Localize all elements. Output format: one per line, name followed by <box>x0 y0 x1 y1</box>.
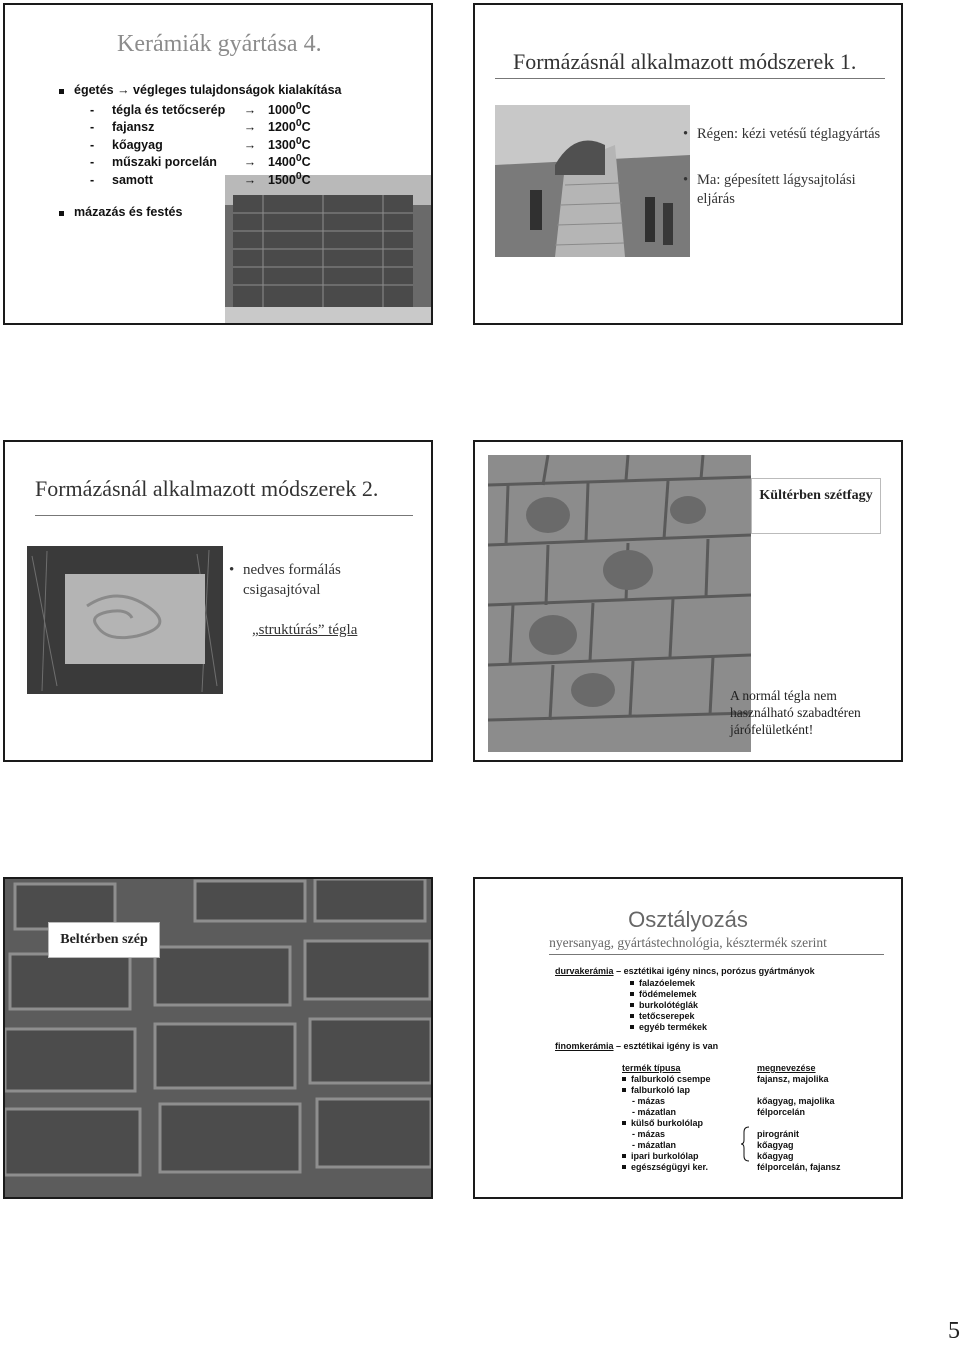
arrow-icon: → <box>243 172 257 187</box>
page-number: 5 <box>948 1318 960 1344</box>
table-cell: kőagyag <box>757 1140 794 1150</box>
list-item <box>55 118 355 136</box>
table-cell: falburkoló lap <box>622 1085 690 1095</box>
list-text: égetés → végleges tulajdonságok kialakítása <box>74 83 342 97</box>
table-cell: egészségügyi ker. <box>622 1162 708 1172</box>
outdoor-label: Kültérben szétfagy <box>751 478 881 534</box>
outdoor-note: A normál tégla nem használható szabadtéren járófelületként! <box>730 688 861 737</box>
slide-title: Osztályozás <box>628 907 748 932</box>
square-bullet-icon <box>59 89 64 94</box>
item-name: műszaki porcelán <box>112 155 217 170</box>
list-item: födémelemek <box>630 989 697 999</box>
table-cell: félporcelán, fajansz <box>757 1162 841 1172</box>
slide-formazas-2 <box>3 440 433 762</box>
historic-brickyard-photo <box>495 105 690 257</box>
table-cell: falburkoló csempe <box>622 1074 711 1084</box>
item-temp: 1400$^0$C <box>268 153 311 170</box>
list-bullet-row <box>55 83 355 101</box>
bullet-item: • nedves formálás csigasajtóval <box>243 560 403 600</box>
item-name: tégla és tetőcserép <box>112 102 226 117</box>
table-cell: ipari burkolólap <box>622 1151 699 1161</box>
table-cell: - mázas <box>632 1129 666 1139</box>
slide-formazas-1 <box>473 3 903 325</box>
list-item: egyéb termékek <box>630 1022 707 1032</box>
structured-brick-photo <box>27 546 223 694</box>
list-item <box>55 153 355 171</box>
arrow-icon: → <box>243 120 257 135</box>
arrow-icon: → <box>243 102 257 117</box>
column-header: termék típusa <box>622 1063 681 1073</box>
item-name: samott <box>112 172 153 187</box>
dash: - <box>90 120 95 135</box>
slide-subtitle: nyersanyag, gyártástechnológia, késztermék szerint <box>549 935 827 950</box>
arrow-icon: → <box>243 155 257 170</box>
table-cell: - mázatlan <box>632 1140 677 1150</box>
item-name: kőagyag <box>112 137 163 152</box>
title-divider <box>495 78 885 79</box>
list-item: tetőcserepek <box>630 1011 695 1021</box>
list-item <box>55 101 355 119</box>
table-cell: - mázatlan <box>632 1107 677 1117</box>
frost-damaged-paving-photo <box>488 455 751 752</box>
arrow-icon: → <box>243 137 257 152</box>
bullet-item: • Ma: gépesített lágysajtolási eljárás <box>697 171 887 209</box>
dash: - <box>90 137 95 152</box>
slide-belter <box>3 877 433 1199</box>
slide-title: Formázásnál alkalmazott módszerek 2. <box>35 476 379 501</box>
table-cell: pirogránit <box>757 1129 799 1139</box>
column-header: megnevezése <box>757 1063 816 1073</box>
table-cell: kőagyag <box>757 1151 794 1161</box>
structured-brick-caption: „struktúrás” tégla <box>252 622 358 638</box>
item-name: fajansz <box>112 120 155 135</box>
square-bullet-icon <box>59 211 64 216</box>
table-cell: külső burkolólap <box>622 1118 703 1128</box>
item-temp: 1200$^0$C <box>268 118 311 135</box>
slide-kulter <box>473 440 903 762</box>
item-temp: 1300$^0$C <box>268 135 311 152</box>
fine-ceramics-line: finomkerámia – esztétikai igény is van <box>555 1041 719 1051</box>
dash: - <box>90 102 95 117</box>
item-temp: 1500$^0$C <box>268 170 311 187</box>
firing-temperature-list <box>55 83 355 223</box>
list-item <box>55 171 355 189</box>
slide-title: Formázásnál alkalmazott módszerek 1. <box>513 49 857 74</box>
table-cell: kőagyag, majolika <box>757 1096 835 1106</box>
slide-kerámiák-gyártása <box>3 3 433 325</box>
slide-title: Kerámiák gyártása 4. <box>117 31 322 57</box>
title-divider <box>35 515 413 516</box>
coarse-ceramics-line: durvakerámia – esztétikai igény nincs, porózus gyártmányok <box>555 966 815 976</box>
table-cell: - mázas <box>632 1096 666 1106</box>
dash: - <box>90 155 95 170</box>
curly-brace-icon <box>741 1126 751 1162</box>
item-temp: 1000$^0$C <box>268 100 311 117</box>
title-divider <box>549 954 884 955</box>
dash: - <box>90 172 95 187</box>
table-cell: fajansz, majolika <box>757 1074 829 1084</box>
indoor-label: Beltérben szép <box>48 922 160 958</box>
list-item <box>55 136 355 154</box>
table-cell: félporcelán <box>757 1107 806 1117</box>
list-text: mázazás és festés <box>74 205 183 219</box>
list-item: burkolótéglák <box>630 1000 698 1010</box>
slide-osztalyozas <box>473 877 903 1199</box>
list-bullet-row <box>55 205 355 223</box>
list-item: falazóelemek <box>630 978 695 988</box>
bullet-item: • Régen: kézi vetésű téglagyártás <box>697 125 887 144</box>
